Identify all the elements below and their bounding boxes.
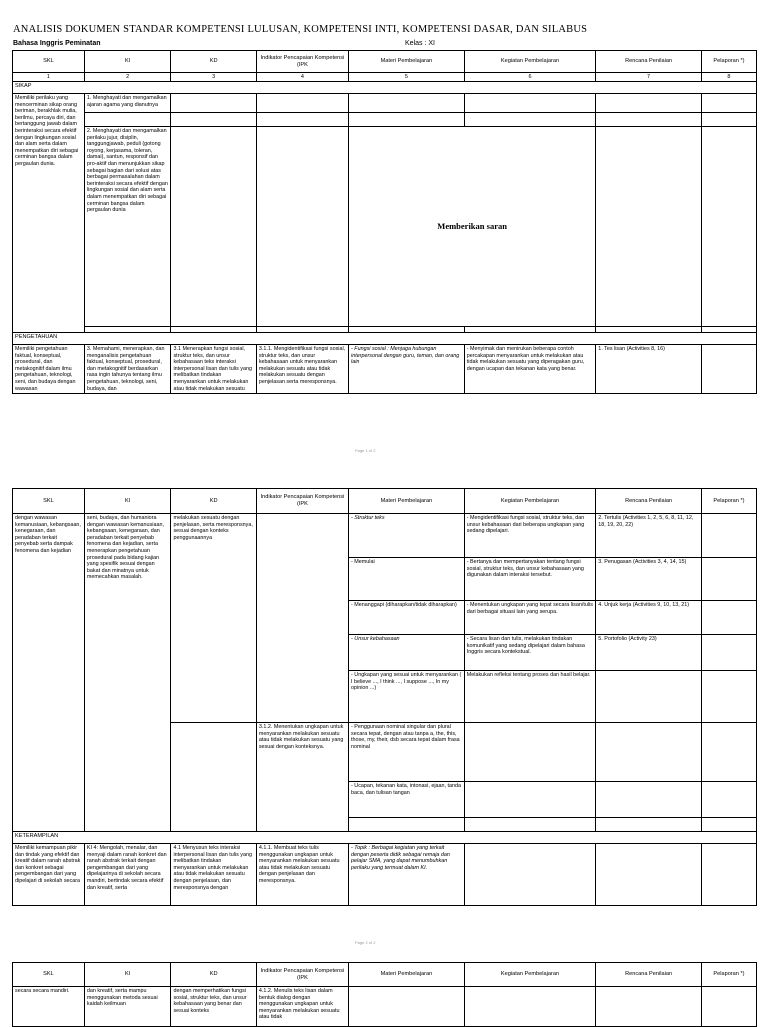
col-header-skl: SKL — [13, 963, 85, 987]
col-header-ki: KI — [84, 489, 171, 514]
doc-subject: Bahasa Inggris Peminatan — [13, 40, 101, 47]
skl-cell: Memiliki kemampuan pikir dan tindak yang efektif dan kreatif dalam ranah abstrak dan konkret sebagai pengembangan dari yang dipelajari di sekolah secara — [13, 844, 85, 906]
ipk-cell: 3.1.1. Mengidentifikasi fungsi sosial, struktur teks, dan unsur kebahasaan untuk menyarankan melakukan sesuatu atau tidak melakukan sesuatu dengan penjelasan serta meresponsnya. — [256, 345, 348, 394]
penilaian-cell: 5. Portofolio (Activity 23) — [596, 635, 702, 671]
col-header-kegiatan: Kegiatan Pembelajaran — [464, 51, 595, 73]
materi-cell: - Ucapan, tekanan kata, intonasi, ejaan, tanda baca, dan tulisan tangan — [349, 782, 465, 818]
col-header-pelaporan: Pelaporan *) — [701, 963, 756, 987]
materi-cell: - Fungsi sosial : Menjaga hubungan interpersonal dengan guru, teman, dan orang lain — [349, 345, 465, 394]
table-row — [13, 514, 757, 558]
penilaian-cell: 2. Tertulis (Activities 1, 2, 5, 6, 8, 11, 12, 18, 19, 20, 22) — [596, 514, 702, 558]
number-row — [13, 73, 757, 82]
section-row-sikap — [13, 82, 757, 94]
col-header-pelaporan: Pelaporan *) — [701, 489, 756, 514]
section-label: SIKAP — [13, 82, 757, 94]
ipk-cell: 4.1.2. Menulis teks lisan dalam bentuk dialog dengan menggunakan ungkapan untuk menyarankan melakukan sesuatu atau tidak — [256, 987, 348, 1027]
col-header-penilaian: Rencana Penilaian — [596, 963, 702, 987]
ki-cell: seni, budaya, dan humaniora dengan wawasan kemanusiaan, kebangsaan, kenegaraan, dan peradaban terkait penyebab fenomena dan kejadian, serta menerapkan pengetahuan prosedural pada bidang kajian yang spesifik sesuai dengan bakat dan minatnya untuk memecahkan masalah. — [84, 514, 171, 832]
col-number: 6 — [464, 73, 595, 82]
ki-cell: 1. Menghayati dan mengamalkan ajaran agama yang dianutnya — [84, 94, 171, 113]
col-header-ki: KI — [84, 963, 171, 987]
col-number: 8 — [701, 73, 756, 82]
materi-cell: - Unsur kebahasaan — [349, 635, 465, 671]
kegiatan-cell: - Menyimak dan menirukan beberapa contoh percakapan menyarankan untuk melakukan atau tidak melakukan sesuatu yang diperagakan guru, dengan ucapan dan tekanan kata yang benar. — [464, 345, 595, 394]
col-header-materi: Materi Pembelajaran — [349, 489, 465, 514]
ipk-cell: 3.1.2. Menentukan ungkapan untuk menyarankan melakukan sesuatu atau tidak melakukan sesuatu yang sesuai dengan konteksnya. — [256, 723, 348, 832]
col-number: 4 — [256, 73, 348, 82]
page-3 — [0, 962, 768, 1024]
skl-cell: secara secara mandiri. — [13, 987, 85, 1027]
col-header-skl: SKL — [13, 51, 85, 73]
materi-cell: - Struktur teks — [349, 514, 465, 558]
section-row-pengetahuan — [13, 333, 757, 345]
kd-cell: 3.1 Menerapkan fungsi sosial, struktur teks, dan unsur kebahasaan teks interaksi interpersonal lisan dan tulis yang melibatkan tindakan menyarankan untuk melakukan atau tidak melakukan sesuatu — [171, 345, 256, 394]
kd-cell: 4.1 Menyusun teks interaksi interpersonal lisan dan tulis yang melibatkan tindakan menyarankan untuk melakukan atau tidak melakukan sesuatu dengan penjelasan, dan meresponsnya dengan — [171, 844, 256, 906]
col-header-materi: Materi Pembelajaran — [349, 963, 465, 987]
section-label: PENGETAHUAN — [13, 333, 757, 345]
col-header-kd: KD — [171, 489, 256, 514]
materi-cell: - Topik : Berbagai kegiatan yang terkait dengan peserta didik sebagai remaja dan pelajar SMA, yang dapat menumbuhkan perilaku yang termuat dalam KI. — [349, 844, 465, 906]
table-row — [13, 113, 757, 127]
kd-cell: melakukan sesuatu dengan penjelasan, serta meresponsnya, sesuai dengan konteks penggunaannya — [171, 514, 256, 723]
col-number: 5 — [349, 73, 465, 82]
table-row — [13, 844, 757, 906]
analysis-table-page-1 — [12, 50, 757, 394]
ki-cell: 3. Memahami, menerapkan, dan menganalisis pengetahuan faktual, konseptual, prosedural, dan metakognitif berdasarkan rasa ingin tahunya tentang ilmu pengetahuan, teknologi, seni, budaya, dan — [84, 345, 171, 394]
penilaian-cell: 4. Unjuk kerja (Activities 9, 10, 13, 21) — [596, 601, 702, 635]
col-number: 3 — [171, 73, 256, 82]
col-header-kegiatan: Kegiatan Pembelajaran — [464, 963, 595, 987]
skl-cell: Memiliki pengetahuan faktual, konseptual, prosedural, dan metakognitif dalam ilmu pengetahuan, teknologi, seni, dan budaya dengan wawasan — [13, 345, 85, 394]
ki-cell: 2. Menghayati dan mengamalkan perilaku jujur, disiplin, tanggungjawab, peduli (gotong royong, kerjasama, toleran, damai), santun, responsif dan pro-aktif dan menunjukkan sikap sebagai bagian dari solusi atas berbagai permasalahan dalam berinteraksi secara efektif dengan lingkungan sosial dan alam serta dalam menempatkan diri sebagai cerminan bangsa dalam pergaulan dunia — [84, 127, 171, 327]
col-number: 1 — [13, 73, 85, 82]
col-number: 7 — [596, 73, 702, 82]
col-header-ipk: Indikator Pencapaian Kompetensi (IPK — [256, 489, 348, 514]
col-header-ipk: Indikator Pencapaian Kompetensi (IPK — [256, 963, 348, 987]
header-row — [13, 51, 757, 73]
table-row — [13, 987, 757, 1027]
table-row — [13, 94, 757, 113]
table-row — [13, 127, 757, 327]
col-header-penilaian: Rencana Penilaian — [596, 51, 702, 73]
col-header-materi: Materi Pembelajaran — [349, 51, 465, 73]
ipk-cell: 4.1.1. Membuat teks tulis menggunakan ungkapan untuk menyarankan melakukan sesuatu atau tidak melakukan sesuatu dengan penjelasan dan meresponsnya. — [256, 844, 348, 906]
ki-cell: KI 4: Mengolah, menalar, dan menyaji dalam ranah konkret dan ranah abstrak terkait dengan pengembangan dari yang dipelajarinya di sekolah secara mandiri, bertindak secara efektif dan kreatif, serta — [84, 844, 171, 906]
penilaian-cell: 1. Tes lisan (Activities 8, 16) — [596, 345, 702, 394]
col-number: 2 — [84, 73, 171, 82]
section-label: KETERAMPILAN — [13, 832, 757, 844]
col-header-ipk: Indikator Pencapaian Kompetensi (IPK — [256, 51, 348, 73]
kegiatan-cell: - Mengidentifikasi fungsi sosial, struktur teks, dan unsur kebahasaan dari beberapa ungkapan yang sedang dipelajari. — [464, 514, 595, 558]
table-row — [13, 345, 757, 394]
analysis-table-page-2 — [12, 488, 757, 906]
materi-cell: - Menanggapi (diharapkan/tidak diharapkan) — [349, 601, 465, 635]
kegiatan-cell: - Bertanya dan mempertanyakan tentang fungsi sosial, struktur teks, dan unsur kebahasaan yang digunakan dalam interaksi tersebut. — [464, 558, 595, 601]
penilaian-cell: 3. Penugasan (Activities 3, 4, 14, 15) — [596, 558, 702, 601]
page-2 — [0, 488, 768, 958]
page-number: Page 2 of 2 — [355, 940, 376, 945]
col-header-skl: SKL — [13, 489, 85, 514]
col-header-kegiatan: Kegiatan Pembelajaran — [464, 489, 595, 514]
page-1 — [0, 0, 768, 460]
col-header-pelaporan: Pelaporan *) — [701, 51, 756, 73]
col-header-penilaian: Rencana Penilaian — [596, 489, 702, 514]
header-row — [13, 489, 757, 514]
col-header-ki: KI — [84, 51, 171, 73]
skl-cell: Memiliki perilaku yang mencerminan sikap orang beriman, berakhlak mulia, berilmu, percaya diri, dan bertanggung jawab dalam berinteraksi secara efektif dengan lingkungan sosial dan alam serta dalam menempatkan diri sebagai cerminan bangsa dalam pergaulan dunia. — [13, 94, 85, 333]
materi-cell: - Ungkapan yang sesuai untuk menyarankan ( I believe ..., I think ..., I suppose ..., In my opinion ...) — [349, 671, 465, 723]
col-header-kd: KD — [171, 963, 256, 987]
skl-cell: dengan wawasan kemanusiaan, kebangsaan, kenegaraan, dan peradaban terkait penyebab serta dampak fenomena dan kejadian — [13, 514, 85, 832]
kd-cell: dengan memperhatikan fungsi sosial, struktur teks, dan unsur kebahasaan yang benar dan sesuai konteks — [171, 987, 256, 1027]
analysis-table-page-3 — [12, 962, 757, 1027]
kegiatan-cell: - Menentukan ungkapan yang tepat secara lisan/tulis dari berbagai situasi lain yang serupa. — [464, 601, 595, 635]
col-header-kd: KD — [171, 51, 256, 73]
section-row-keterampilan — [13, 832, 757, 844]
saran-heading: Memberikan saran — [349, 127, 596, 327]
kegiatan-cell: - Secara lisan dan tulis, melakukan tindakan komunikatif yang sedang dipelajari dalam bahasa Inggris secara kontekstual. — [464, 635, 595, 671]
doc-title: ANALISIS DOKUMEN STANDAR KOMPETENSI LULUSAN, KOMPETENSI INTI, KOMPETENSI DASAR, DAN SILABUS — [13, 24, 588, 35]
ki-cell: dan kreatif, serta mampu menggunakan metoda sesuai kaidah keilmuan — [84, 987, 171, 1027]
kegiatan-cell: Melakukan refleksi tentang proses dan hasil belajar. — [464, 671, 595, 723]
page-number: Page 1 of 2 — [355, 448, 376, 453]
doc-kelas: Kelas : XI — [405, 40, 435, 47]
materi-cell: - Penggunaan nominal singular dan plural secara tepat, dengan atau tanpa a, the, this, those, my, their, dsb secara tepat dalam frasa nominal — [349, 723, 465, 782]
header-row — [13, 963, 757, 987]
materi-cell: - Memulai — [349, 558, 465, 601]
